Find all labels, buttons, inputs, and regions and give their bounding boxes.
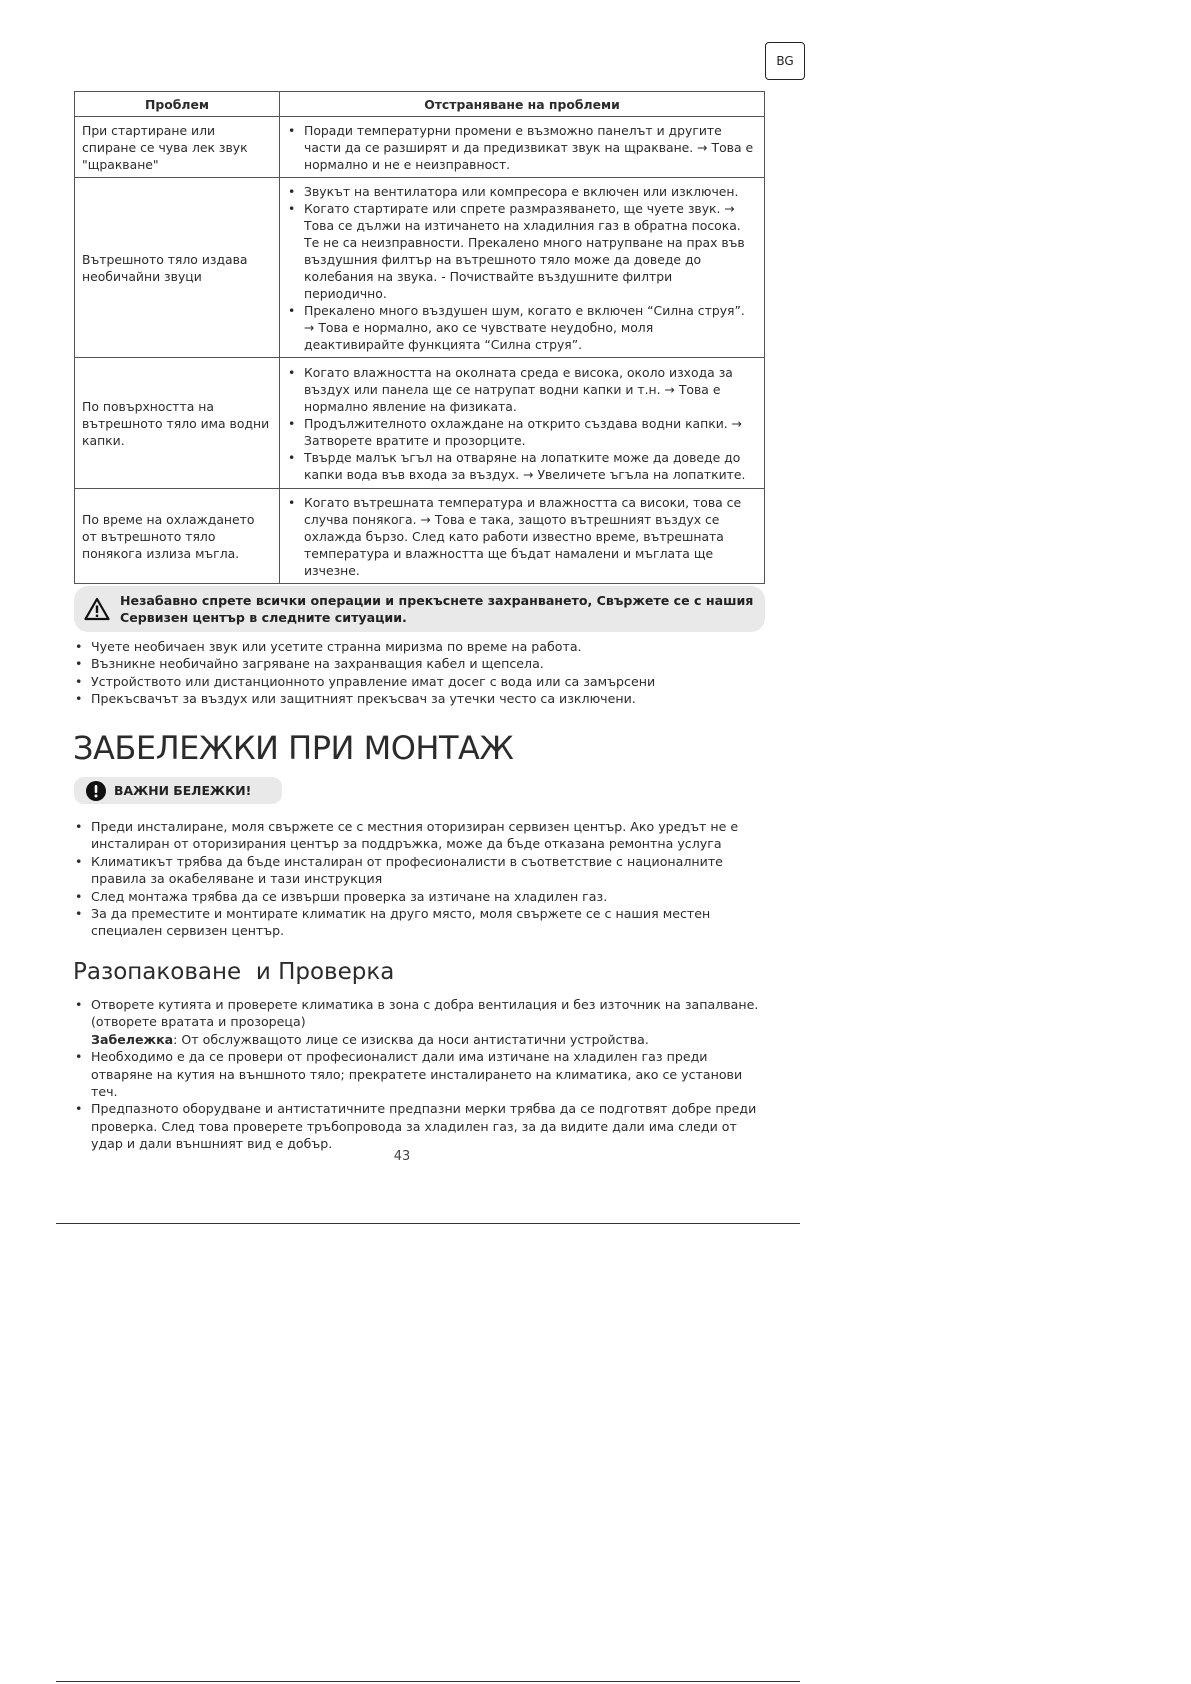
note-label: Забележка <box>91 1031 174 1047</box>
list-item: • Климатикът трябва да бъде инсталиран от професионалисти в съответствие с националните правила за окабеляване и тази инструкция <box>74 853 766 888</box>
important-notes-text: ВАЖНИ БЕЛЕЖКИ! <box>114 783 252 798</box>
problem-cell: По повърхността на вътрешното тяло има водни капки. <box>75 358 280 489</box>
list-item: • Преди инсталиране, моля свържете се с местния оторизиран сервизен център. Ако уредът не е инсталиран от оторизирания център за поддръжка, може да бъде отказана ремонтна услуга <box>74 818 766 853</box>
solution-item: • Прекалено много въздушен шум, когато е включен “Силна струя”. → Това е нормално, ако се чувствате неудобно, моля деактивирайте функцията “Силна струя”. <box>288 302 757 353</box>
important-notes-label <box>74 777 282 804</box>
table-row <box>75 489 765 584</box>
page-divider <box>56 1223 800 1224</box>
unpacking-list <box>74 996 766 1153</box>
solution-cell <box>280 178 765 358</box>
solution-item: • Продължителното охлаждане на открито създава водни капки. → Затворете вратите и прозорците. <box>288 415 757 449</box>
solution-item: • Поради температурни промени е възможно панелът и другите части да се разширят и да предизвикат звук на щракване. → Това е нормално и не е неизправност. <box>288 122 757 173</box>
list-item <box>74 996 766 1048</box>
solution-item: • Твърде малък ъгъл на отваряне на лопатките може да доведе до капки вода във входа за въздух. → Увеличете ъгъла на лопатките. <box>288 449 757 483</box>
section-title-unpacking: Разопаковане и Проверка <box>73 959 395 985</box>
warning-triangle-icon <box>84 597 110 621</box>
troubleshooting-table <box>74 91 765 584</box>
table-row <box>75 178 765 358</box>
solution-item: • Когато стартирате или спрете размразяването, ще чуете звук. → Това се дължи на изтичането на хладилния газ в обратна посока. Те не са неизправности. Прекалено много натрупване на прах във въздушния филтър на вътрешното тяло може да доведе до колебания на звука. - Почиствайте въздушните филтри периодично. <box>288 200 757 302</box>
problem-cell: Вътрешното тяло издава необичайни звуци <box>75 178 280 358</box>
section-title-installation: ЗАБЕЛЕЖКИ ПРИ МОНТАЖ <box>73 729 514 767</box>
list-item: • След монтажа трябва да се извърши проверка за изтичане на хладилен газ. <box>74 888 766 905</box>
column-header-problem: Проблем <box>75 92 280 117</box>
table-row <box>75 117 765 178</box>
warning-banner <box>74 586 765 632</box>
problem-cell: По време на охлаждането от вътрешното тяло понякога излиза мъгла. <box>75 489 280 584</box>
solution-cell <box>280 358 765 489</box>
list-item: • Необходимо е да се провери от професионалист дали има изтичане на хладилен газ преди отваряне на кутия на външното тяло; прекратете инсталирането на климатика, ако се установи теч. <box>74 1048 766 1100</box>
installation-notes-list <box>74 818 766 940</box>
solution-item: • Когато влажността на околната среда е висока, около изхода за въздух или панела ще се натрупат водни капки и т.н. → Това е нормално явление на физиката. <box>288 364 757 415</box>
language-badge: BG <box>765 42 805 80</box>
page-number: 43 <box>393 1149 411 1164</box>
table-row <box>75 358 765 489</box>
list-item: • Чуете необичаен звук или усетите странна миризма по време на работа. <box>74 638 754 655</box>
list-item: • Възникне необичайно загряване на захранващия кабел и щепсела. <box>74 655 754 672</box>
column-header-solution: Отстраняване на проблеми <box>280 92 765 117</box>
unpack-item-text: Отворете кутията и проверете климатика в зона с добра вентилация и без източник на запалване. (отворете вратата и прозореца) <box>91 997 759 1030</box>
table-header-row <box>75 92 765 117</box>
solution-cell <box>280 489 765 584</box>
list-item: • Устройството или дистанционното управление имат досег с вода или са замърсени <box>74 673 754 690</box>
page-bottom-rule <box>56 1681 800 1682</box>
note-text: : От обслужващото лице се изисква да носи антистатични устройства. <box>173 1031 649 1047</box>
problem-cell: При стартиране или спиране се чува лек звук "щракване" <box>75 117 280 178</box>
solution-cell <box>280 117 765 178</box>
solution-item: • Звукът на вентилатора или компресора е включен или изключен. <box>288 183 757 200</box>
list-item: • Предпазното оборудване и антистатичните предпазни мерки трябва да се подготвят добре преди проверка. След това проверете тръбопровода за хладилен газ, за да видите дали има следи от удар и дали външният вид е добър. <box>74 1100 766 1152</box>
warning-text: Незабавно спрете всички операции и прекъснете захранването, Свържете се с нашия Сервизен център в следните ситуации. <box>120 593 754 625</box>
solution-item: • Когато вътрешната температура и влажността са високи, това се случва понякога. → Това е така, защото вътрешният въздух се охлажда бързо. След като работи известно време, вътрешната температура и влажността ще бъдат намалени и мъглата ще изчезне. <box>288 494 757 579</box>
list-item: • Прекъсвачът за въздух или защитният прекъсвач за утечки често са изключени. <box>74 690 754 707</box>
list-item: • За да преместите и монтирате климатик на друго място, моля свържете се с нашия местен специален сервизен център. <box>74 905 766 940</box>
warning-list <box>74 638 754 708</box>
exclamation-icon <box>86 781 106 801</box>
